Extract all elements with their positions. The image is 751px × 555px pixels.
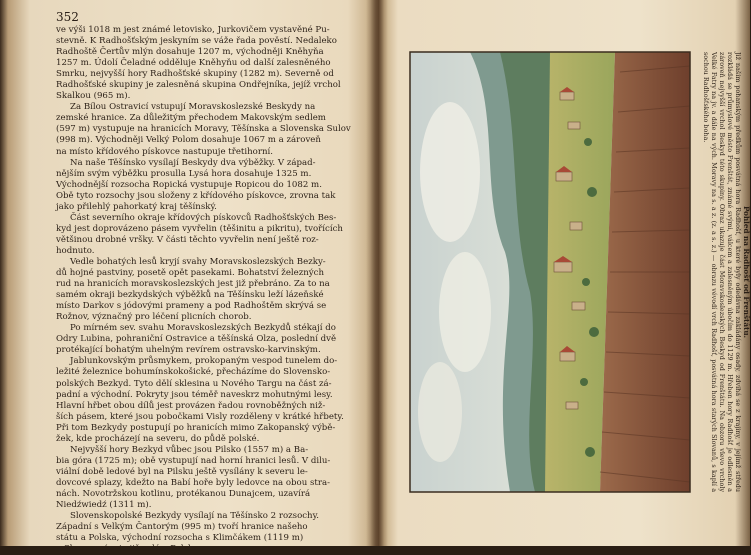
text-line: 1257 m. Údolí Čeladné odděluje Kněhyňu od další zalesněného: [56, 58, 331, 69]
text-line: Část severního okraje křídových pískovců Radhošťských Bes-: [70, 212, 337, 223]
text-line: dů hojné pastviny, posetě opět pasekami. Bohatství železných: [56, 268, 325, 279]
text-line: stevně. K Radhošťským jeskyním se váže řada pověstí. Nedaleko: [56, 36, 337, 47]
text-line: Niedźwiedź (1311 m).: [56, 500, 152, 511]
text-line: Jablunkovským průsmykem, prokopaným vespod tunelem do-: [70, 356, 338, 367]
text-line: kyd jest doprovázeno pásem vyvřelin (těšinitu a pikritu), tvořících: [56, 223, 343, 234]
text-line: dovcové splazy, kdežto na Babí hoře byly ledovce na obou stra-: [56, 477, 330, 488]
page-number: 352: [56, 10, 79, 24]
text-line: (998 m). Východněji Velký Polom dosahuje 1067 m a zároveň: [56, 135, 321, 146]
text-line: jako přilehlý pahorkatý kraj těšínský.: [56, 201, 217, 212]
text-line: na místo křídového pískovce nastupuje třetihorní.: [56, 146, 273, 157]
text-line: Smrku, nejvyšší hory Radhošťské skupiny (1282 m). Severně od: [56, 69, 334, 80]
text-line: padní a východní. Pokryty jsou téměř naveskrz mohutnými lesy.: [56, 389, 333, 400]
text-line: Hlavní hřbet obou dílů jest provázen řadou rovnoběžných niž-: [56, 400, 326, 411]
text-line: Radhošťské skupiny je zalesněná skupina Ondřejníka, jejíž vrchol: [56, 80, 341, 91]
text-line: Obě tyto rozsochy jsou složeny z křídového pískovce, zrovna tak: [56, 190, 336, 201]
text-line: ležité železnice bohumínskokošické, přecházíme do Slovensko-: [56, 367, 331, 378]
text-line: státu a Polska, východní rozsocha s Klimčákem (1119 m): [56, 533, 304, 544]
text-line: rud na hranicích moravskoslezských jest již přebráno. Za to na: [56, 279, 330, 290]
text-line: Slovenskopolské Bezkydy vysílají na Těšínsko 2 rozsochy.: [70, 511, 320, 522]
text-line: bia góra (1725 m); obě vystupují nad horní hranici lesů. V dilu-: [56, 455, 331, 466]
text-line: Vedle bohatých lesů kryjí svahy Moravskoslezských Bezky-: [70, 256, 326, 267]
text-line: hodnuto.: [56, 245, 95, 256]
text-line: viální době ledové byl na Pilsku ještě vysílány k severu le-: [56, 466, 308, 477]
text-line: Po mírném sev. svahu Moravskoslezských Bezkydů stékají do: [70, 323, 336, 334]
text-line: a Skrzyczným je již celá v Polsku.: [56, 544, 202, 555]
text-line: místo Darkov s jódovými prameny a pod Radhoštěm skrývá se: [56, 301, 327, 312]
caption-text: Již našim pohanským předkům posvátná hora Radhošť, u které byly odedávna zakládány osady, zdvihá se z krajiny, v jejímž středu rozkládá se průmyslové město Frenštát, známé svými, válcem a zalesněným úbočím do 1129 m. Hřeben hory Radhošť je odlesněn a zároveň nejvyšší vrchol Beskyd této skupiny. Obraz ukazuje část Moravskoslezských Beskyd od Frenštátu. Na obzoru vlevo vrcholy Velké Fatry na jv. a dále na vých. Moravy na s. a z. (z. a s. z.) — obrazu vévodí vrch Radhošť, posvátná hora starých Slovanů, s kaplí a sochou Radhošťského boha.: [702, 52, 743, 492]
text-line: Za Bílou Ostravicí vstupují Moravskoslezské Beskydy na: [70, 102, 316, 113]
text-line: polských Bezkyd. Tyto dělí sklesina u Nového Targu na část zá-: [56, 378, 332, 389]
text-line: žek, kde procházejí na severu, do půdě polské.: [56, 433, 260, 444]
text-line: Odry Lubina, pohraniční Ostravice a těšínská Olza, poslední dvě: [56, 334, 337, 345]
text-line: zemské hranice. Za důležitým přechodem Makovským sedlem: [56, 113, 326, 124]
landscape-painting: [410, 52, 690, 492]
text-line: Západní s Velkým Čantorým (995 m) tvoří hranice našeho: [56, 522, 308, 533]
text-line: Skalkou (965 m).: [56, 91, 131, 102]
text-line: (597 m) vystupuje na hranicích Moravy, Těšínska a Slovenska Sulov: [56, 124, 351, 135]
text-line: Radhoště Čertův mlýn dosahuje 1207 m, východněji Kněhyňa: [56, 47, 324, 58]
book-gutter: [366, 0, 388, 546]
text-line: nách. Novotržskou kotlinu, protékanou Dunajcem, uzavírá: [56, 488, 311, 499]
text-line: Nejvyšší hory Bezkyd vůbec jsou Pilsko (1557 m) a Ba-: [70, 444, 309, 455]
body-text: [56, 25, 351, 555]
text-line: Východnější rozsocha Ropická vystupuje Ropicou do 1082 m.: [56, 179, 322, 190]
text-line: samém okraji bezkydských výběžků na Těšínsku leží lázeňské: [56, 290, 324, 301]
painting-caption: [694, 52, 750, 492]
text-line: Při tom Bezkydy postupují po hranicích mimo Zakopanský výbě-: [56, 422, 336, 433]
text-line: protékající bohatým uhelným revírem ostravsko-karvinským.: [56, 345, 321, 356]
caption-title: Pohled na Radhošť od Frenštátu.: [742, 205, 751, 339]
text-line: většinou drobné vršky. V části těchto vyvřelin není ještě roz-: [56, 234, 319, 245]
text-line: nějším svým výběžku prosulla Lysá hora dosahuje 1325 m.: [56, 168, 312, 179]
text-line: Rožnov, význačný pro léčení plicních chorob.: [56, 312, 252, 323]
text-line: ve výši 1018 m jest známé letovisko, Jurkovičem vystavěné Pu-: [56, 25, 330, 35]
text-line: Na naše Těšínsko vysílají Beskydy dva výběžky. V západ-: [70, 157, 316, 168]
text-line: ších pásem, které jsou pobočkami Visly rozděleny v krátké hřbety.: [56, 411, 344, 422]
caption-area: [694, 52, 750, 492]
